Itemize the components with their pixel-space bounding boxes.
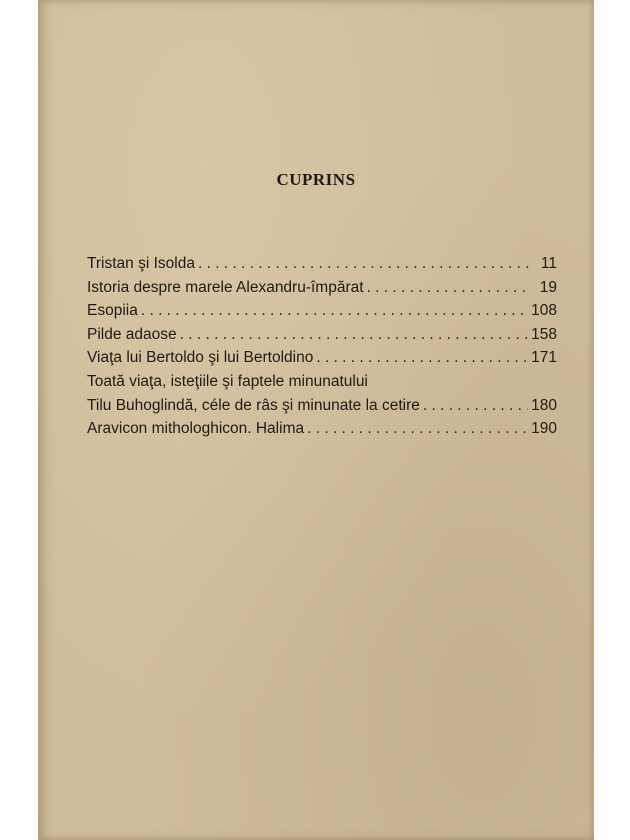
book-page (38, 0, 594, 840)
dot-leader (367, 279, 530, 297)
toc-entry-title: Tristan şi Isolda (87, 255, 195, 272)
toc-entry-title: Istoria despre marele Alexandru-împărat (87, 278, 364, 296)
toc-entry (87, 397, 557, 421)
toc-entry (87, 302, 557, 326)
toc-entry-title: Aravicon mithologhicon. Halima (87, 420, 305, 438)
dot-leader (307, 420, 528, 438)
dot-leader (180, 326, 529, 344)
table-of-contents (87, 255, 557, 444)
toc-entry-title-line2: Tilu Buhoglindă, céle de râs şi minunate la cetire (87, 396, 420, 414)
dot-leader (141, 302, 528, 320)
toc-entry-title: Pilde adaose (87, 325, 177, 343)
dot-leader (198, 255, 530, 273)
toc-entry-page: 180 (531, 396, 557, 414)
toc-entry-title: Esopiia (87, 302, 138, 320)
toc-entry (87, 326, 557, 350)
toc-entry-title: Viaţa lui Bertoldo şi lui Bertoldino (87, 349, 314, 367)
toc-entry (87, 349, 557, 373)
toc-entry (87, 255, 557, 279)
page-title: CUPRINS (276, 170, 356, 189)
toc-entry-page: 11 (540, 255, 557, 272)
toc-entry-page: 19 (539, 278, 557, 296)
dot-leader (316, 349, 528, 367)
toc-entry-page: 190 (531, 420, 557, 438)
toc-entry-page: 108 (531, 302, 557, 320)
toc-entry-page: 171 (531, 349, 557, 367)
toc-entry (87, 420, 557, 444)
toc-entry (87, 279, 557, 303)
dot-leader (423, 397, 528, 415)
toc-entry-page: 158 (531, 325, 557, 343)
toc-entry-title-line1: Toată viaţa, isteţiile şi faptele minunatului (87, 372, 368, 390)
